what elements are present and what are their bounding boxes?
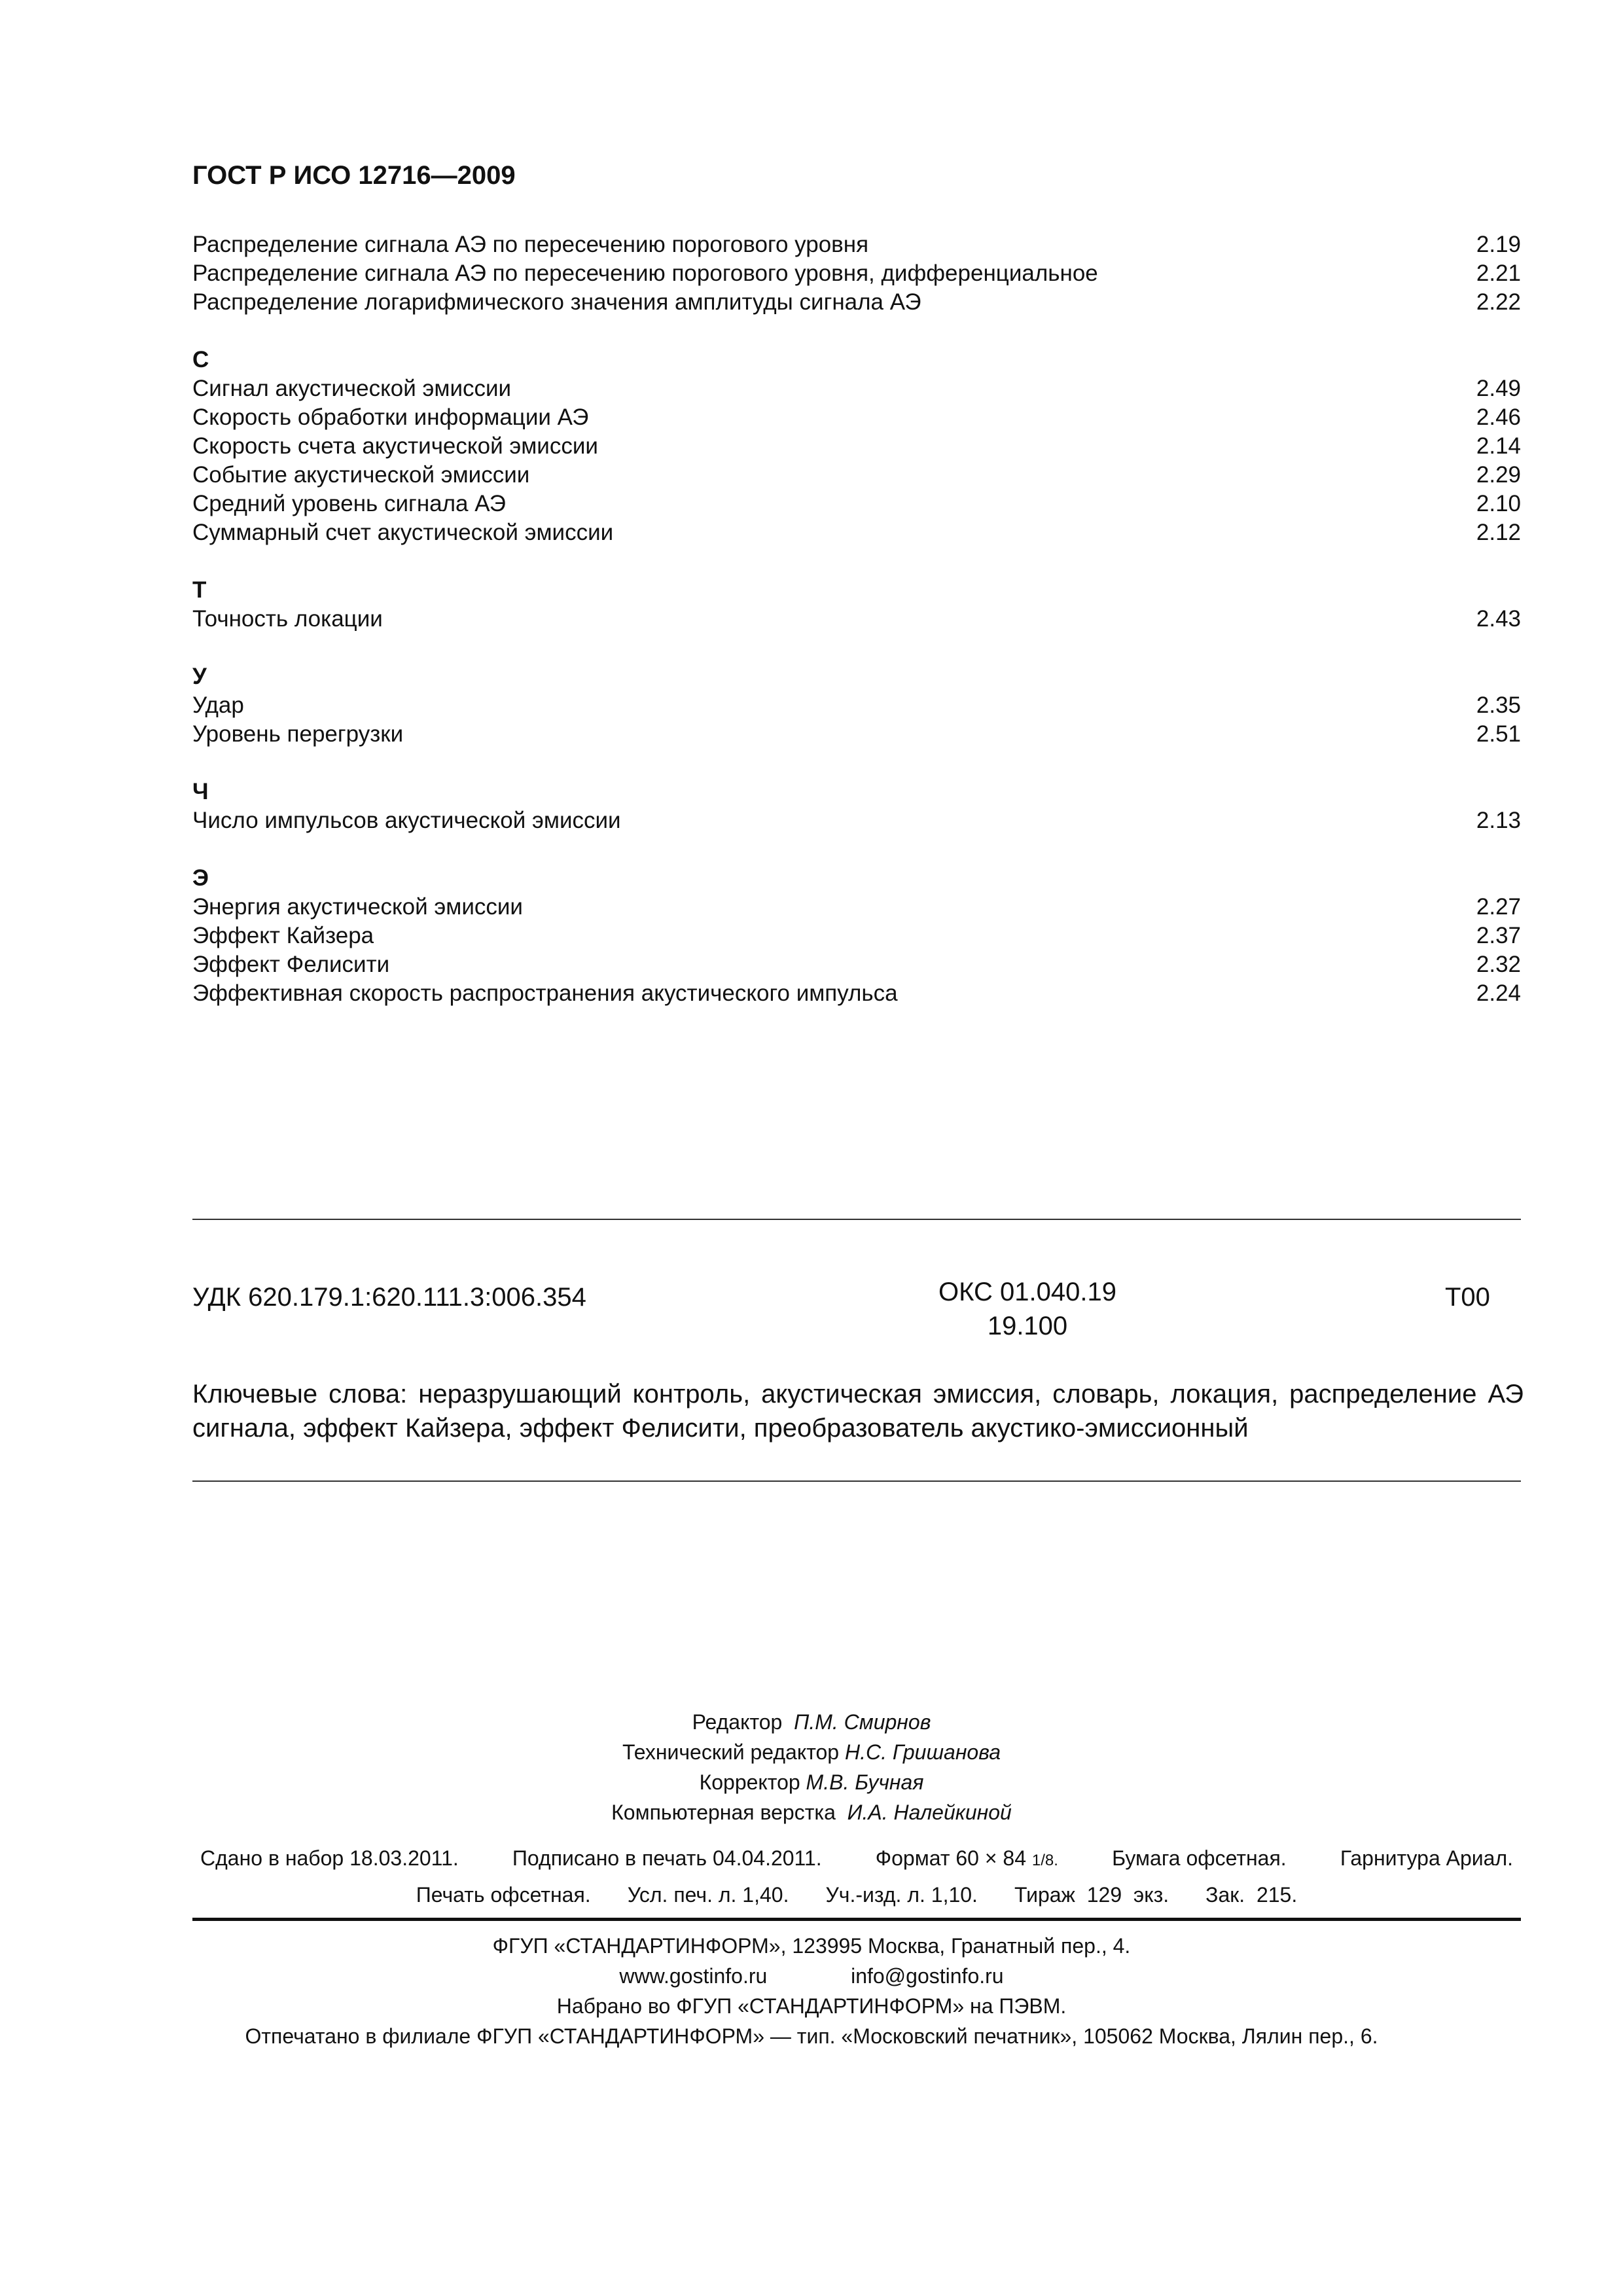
index-entry [192,691,1521,720]
print-tirazh: Тираж 129 экз. [1014,1883,1169,1907]
credit-name: М.В. Бучная [806,1770,924,1794]
credit-role: Технический редактор [622,1740,840,1764]
index-entry [192,288,1521,317]
index-letter-heading: Т [192,577,207,603]
udk-code: УДК 620.179.1:620.111.3:006.354 [192,1283,586,1312]
index-entry [192,518,1521,547]
index-letter-heading: Ч [192,779,209,804]
alphabetical-index [192,230,1521,1008]
index-entry [192,893,1521,922]
oks-code [877,1275,1178,1343]
index-entry [192,432,1521,461]
index-term: Суммарный счет акустической эмиссии [192,520,614,545]
oks-line: ОКС 01.040.19 [938,1278,1116,1306]
index-ref: 2.35 [1476,692,1521,718]
oks-line: 19.100 [987,1312,1068,1340]
print-signed: Подписано в печать 04.04.2011. [512,1846,822,1870]
divider-thick [192,1918,1521,1921]
index-ref: 2.29 [1476,462,1521,488]
index-ref: 2.13 [1476,808,1521,833]
print-sent: Сдано в набор 18.03.2011. [200,1846,459,1870]
index-entry [192,374,1521,403]
credit-name: П.М. Смирнов [794,1710,931,1734]
index-term: Эффект Фелисити [192,952,390,977]
credit-role: Корректор [699,1770,800,1794]
index-ref: 2.43 [1476,606,1521,632]
index-term: Удар [192,692,244,718]
print-format [876,1843,1058,1876]
publisher-contacts [0,1961,1623,1991]
index-term: Событие акустической эмиссии [192,462,530,488]
document-title: ГОСТ Р ИСО 12716—2009 [192,161,516,190]
index-term: Эффект Кайзера [192,923,374,948]
keywords: Ключевые слова: неразрушающий контроль, акустическая эмиссия, словарь, локация, распределение АЭ сигнала, эффект Кайзера, эффект Фелисити, преобразователь акустико-эмиссионный [192,1380,1524,1443]
index-ref: 2.49 [1476,376,1521,401]
index-entry [192,259,1521,288]
credits-block [0,1707,1623,1827]
index-term: Эффективная скорость распространения акустического импульса [192,980,898,1006]
publisher-site: www.gostinfo.ru [619,1964,768,1988]
print-font: Гарнитура Ариал. [1340,1846,1513,1870]
print-type: Печать офсетная. [416,1883,591,1907]
index-letter-heading: У [192,664,207,689]
index-term: Распределение сигнала АЭ по пересечению порогового уровня, дифференциальное [192,260,1098,286]
index-letter-heading: Э [192,865,209,891]
print-usl: Усл. печ. л. 1,40. [627,1883,789,1907]
index-term: Уровень перегрузки [192,721,404,747]
index-entry [192,922,1521,950]
index-entry [192,605,1521,634]
credit-line [0,1767,1623,1797]
okstu-code: Т00 [1445,1283,1490,1312]
index-term: Скорость обработки информации АЭ [192,404,589,430]
publisher-email: info@gostinfo.ru [851,1964,1004,1988]
index-term: Сигнал акустической эмиссии [192,376,512,401]
print-info-line [192,1880,1521,1910]
index-entry [192,806,1521,835]
index-entry [192,403,1521,432]
divider [192,1219,1521,1220]
index-ref: 2.32 [1476,952,1521,977]
credit-line [0,1707,1623,1737]
divider [192,1480,1521,1482]
index-term: Число импульсов акустической эмиссии [192,808,621,833]
index-ref: 2.12 [1476,520,1521,545]
print-uch: Уч.-изд. л. 1,10. [825,1883,978,1907]
index-entry [192,461,1521,490]
index-ref: 2.24 [1476,980,1521,1006]
print-order: Зак. 215. [1205,1883,1298,1907]
index-ref: 2.37 [1476,923,1521,948]
index-entry [192,720,1521,749]
index-ref: 2.21 [1476,260,1521,286]
index-entry [192,950,1521,979]
print-format-fraction: 1/8. [1031,1852,1058,1869]
publisher-typeset: Набрано во ФГУП «СТАНДАРТИНФОРМ» на ПЭВМ. [556,1994,1067,2018]
print-paper: Бумага офсетная. [1112,1846,1287,1870]
credit-name: И.А. Налейкиной [847,1801,1012,1824]
credit-name: Н.С. Гришанова [844,1740,1001,1764]
credit-line [0,1737,1623,1767]
index-term: Средний уровень сигнала АЭ [192,491,506,516]
index-ref: 2.22 [1476,289,1521,315]
publisher-printed: Отпечатано в филиале ФГУП «СТАНДАРТИНФОРМ» — тип. «Московский печатник», 105062 Москва, Лялин пер., 6. [245,2024,1378,2048]
index-entry [192,490,1521,518]
credit-role: Компьютерная верстка [611,1801,836,1824]
index-term: Точность локации [192,606,383,632]
index-entry [192,979,1521,1008]
index-ref: 2.14 [1476,433,1521,459]
index-entry [192,230,1521,259]
print-info-line [192,1843,1521,1876]
index-ref: 2.46 [1476,404,1521,430]
index-term: Распределение сигнала АЭ по пересечению порогового уровня [192,232,869,257]
index-term: Энергия акустической эмиссии [192,894,523,920]
index-letter-heading: С [192,347,209,372]
index-ref: 2.51 [1476,721,1521,747]
print-format-value: Формат 60 × 84 [875,1846,1027,1870]
credit-role: Редактор [692,1710,783,1734]
index-ref: 2.10 [1476,491,1521,516]
publisher-address: ФГУП «СТАНДАРТИНФОРМ», 123995 Москва, Гранатный пер., 4. [492,1934,1131,1958]
index-term: Распределение логарифмического значения амплитуды сигнала АЭ [192,289,921,315]
index-term: Скорость счета акустической эмиссии [192,433,598,459]
publisher-block [0,1931,1623,2051]
index-ref: 2.19 [1476,232,1521,257]
index-ref: 2.27 [1476,894,1521,920]
credit-line [0,1797,1623,1827]
